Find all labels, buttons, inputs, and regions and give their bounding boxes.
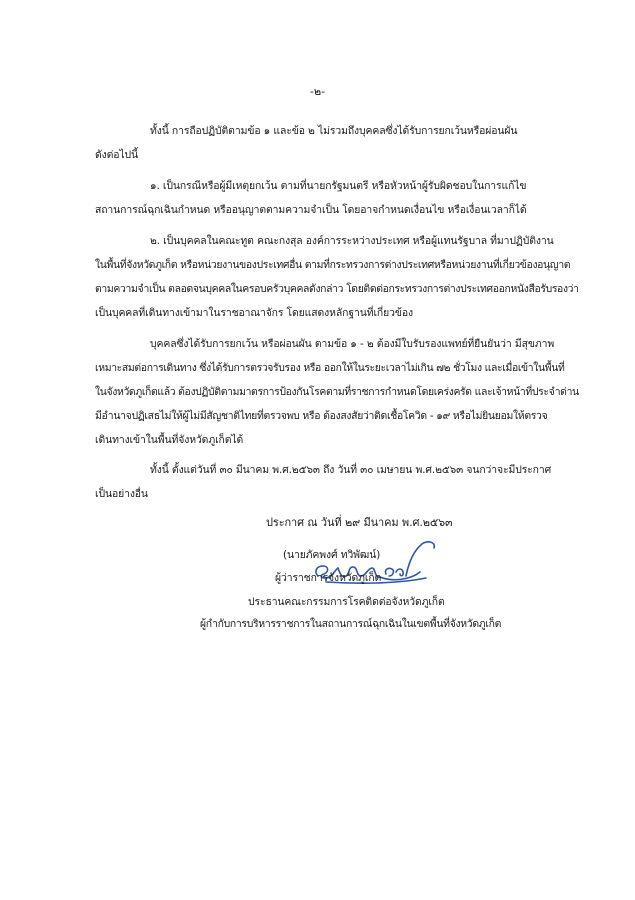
paragraph-line: ๑. เป็นกรณีหรือผู้มีเหตุยกเว้น ตามที่นายกรัฐมนตรี หรือหัวหน้าผู้รับผิดชอบในการแก้ไข: [150, 180, 527, 192]
paragraph-line: สถานการณ์ฉุกเฉินกำหนด หรืออนุญาตตามความจำเป็น โดยอาจกำหนดเงื่อนไข หรือเงื่อนเวลาก็ได้: [95, 204, 527, 216]
announcement-date: ประกาศ ณ วันที่ ๒๙ มีนาคม พ.ศ.๒๕๖๓: [266, 516, 453, 529]
paragraph-line: ดังต่อไปนี้: [95, 149, 139, 161]
paragraph-line: ๒. เป็นบุคคลในคณะทูต คณะกงสุล องค์การระหว่างประเทศ หรือผู้แทนรัฐบาล ที่มาปฏิบัติงาน: [150, 235, 554, 247]
signatory-title: ประธานคณะกรรมการโรคติดต่อจังหวัดภูเก็ต: [248, 596, 445, 608]
paragraph-line: บุคคลซึ่งได้รับการยกเว้น หรือผ่อนผัน ตามข้อ ๑ - ๒ ต้องมีใบรับรองแพทย์ที่ยืนยันว่า มีสุขภาพ: [150, 338, 555, 350]
paragraph-line: เดินทางเข้าในพื้นที่จังหวัดภูเก็ตได้: [95, 434, 244, 446]
paragraph-line: ในจังหวัดภูเก็ตแล้ว ต้องปฏิบัติตามมาตรการป้องกันโรคตามที่ราชการกำหนดโดยเคร่งครัด และเจ้าหน้าที่ประจำด่าน: [95, 386, 579, 398]
paragraph-line: เหมาะสมต่อการเดินทาง ซึ่งได้รับการตรวจรับรอง หรือ ออกให้ในระยะเวลาไม่เกิน ๗๒ ชั่วโมง และเมื่อเข้าในพื้นที่: [95, 362, 565, 374]
signatory-title: ผู้ว่าราชการจังหวัดภูเก็ต: [275, 572, 382, 584]
paragraph-line: ทั้งนี้ ตั้งแต่วันที่ ๓๐ มีนาคม พ.ศ.๒๕๖๓ ถึง วันที่ ๓๐ เมษายน พ.ศ.๒๕๖๓ จนกว่าจะมีประกาศ: [150, 464, 552, 476]
paragraph-line: มีอำนาจปฏิเสธไม่ให้ผู้ไม่มีสัญชาติไทยที่ตรวจพบ หรือ ต้องสงสัยว่าติดเชื้อโควิด - ๑๙ หรือไม่ยินยอมให้ตรวจ: [95, 410, 548, 422]
signature-image: [296, 538, 446, 598]
signatory-name: (นายภัคพงศ์ ทวิพัฒน์): [283, 549, 381, 561]
paragraph-line: เป็นอย่างอื่น: [95, 488, 148, 500]
paragraph-line: เป็นบุคคลที่เดินทางเข้ามาในราชอาณาจักร โดยแสดงหลักฐานที่เกี่ยวข้อง: [95, 307, 413, 319]
paragraph-line: ทั้งนี้ การถือปฏิบัติตามข้อ ๑ และข้อ ๒ ไม่รวมถึงบุคคลซึ่งได้รับการยกเว้นหรือผ่อนผัน: [150, 125, 518, 137]
paragraph-line: ตามความจำเป็น ตลอดจนบุคคลในครอบครัวบุคคลดังกล่าว โดยติดต่อกระทรวงการต่างประเทศออกหนังสือรับรองว่า: [95, 283, 579, 295]
page-number: -๒-: [309, 85, 326, 98]
signatory-title: ผู้กำกับการบริหารราชการในสถานการณ์ฉุกเฉินในเขตพื้นที่จังหวัดภูเก็ต: [200, 618, 502, 630]
paragraph-line: ในพื้นที่จังหวัดภูเก็ต หรือหน่วยงานของประเทศอื่น ตามที่กระทรวงการต่างประเทศหรือหน่วยงานที่เกี่ยวข้องอนุญาต: [95, 259, 571, 271]
